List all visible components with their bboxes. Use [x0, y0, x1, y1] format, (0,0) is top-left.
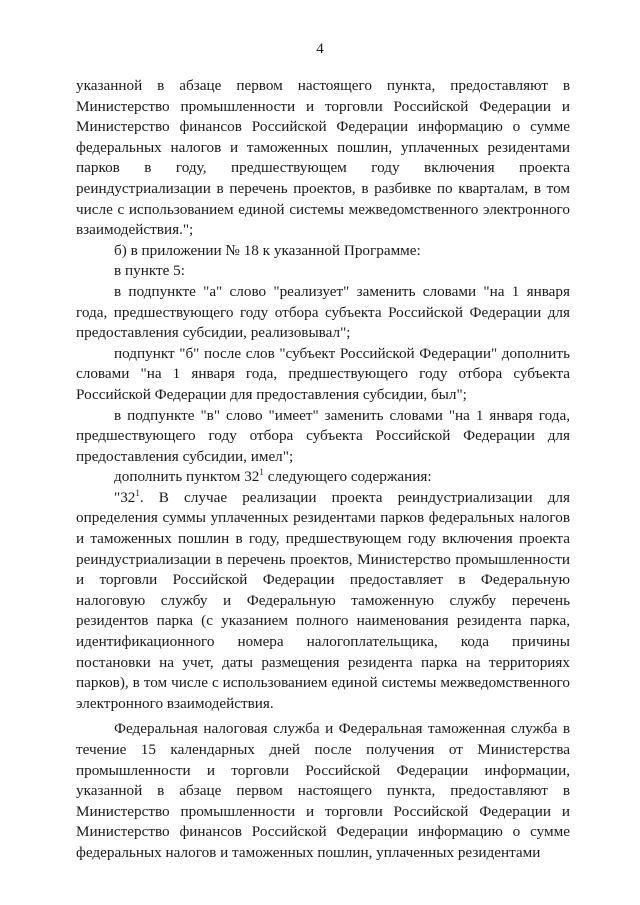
superscript-marker: 1 [135, 487, 140, 498]
paragraph-subpoint-v: в подпункте "в" слово "имеет" заменить словами "на 1 января года, предшествующего году отбора субъекта Российской Федерации для предоставления субсидии, имел"; [76, 406, 570, 465]
paragraph-add-point-text: дополнить пунктом 32 [114, 468, 260, 486]
paragraph-point-5: в пункте 5: [114, 262, 185, 280]
paragraph-subpoint-a: в подпункте "а" слово "реализует" заменить словами "на 1 января года, предшествующего году отбора субъекта Российской Федерации для предоставления субсидии, реализовывал"; [76, 282, 570, 342]
paragraph-appendix-18: б) в приложении № 18 к указанной Программе: [114, 241, 421, 259]
paragraph-add-point-tail: следующего содержания: [263, 468, 432, 486]
paragraph-subpoint-b: подпункт "б" после слов "субъект Российской Федерации" дополнить словами "на 1 января года, предшествующего году отбора субъекта Российской Федерации для предоставления субсидии, был"; [76, 344, 570, 403]
page-number: 4 [316, 41, 324, 57]
document-body [76, 76, 570, 864]
paragraph-add-point [76, 467, 570, 488]
superscript-marker: 1 [259, 467, 264, 478]
paragraph-point-32-1 [76, 488, 570, 715]
point-number: "32 [114, 488, 136, 506]
paragraph-continuation: указанной в абзаце первом настоящего пункта, предоставляют в Министерство промышленности и торговли Российской Федерации и Министерство финансов Российской Федерации информацию о сумме федеральных налогов и таможенных пошлин, уплаченных резидентами парков в году, предшествующем году включения проекта реиндустриализации в перечень проектов, в разбивке по кварталам, в том числе с использованием единой системы межведомственного электронного взаимодействия."; [76, 77, 570, 239]
paragraph-tax-service: Федеральная налоговая служба и Федеральная таможенная служба в течение 15 календарных дней после получения от Министерства промышленности и торговли Российской Федерации информации, указанной в абзаце первом настоящего пункта, предоставляют в Министерство промышленности и торговли Российской Федерации и Министерство финансов Российской Федерации информацию о сумме федеральных налогов и таможенных пошлин, уплаченных резидентами [76, 720, 570, 861]
point-32-1-text: . В случае реализации проекта реиндустриализации для определения суммы уплаченных резидентами парков федеральных налогов и таможенных пошлин в году, предшествующем году включения проекта реиндустриализации в перечень проектов, Министерство промышленности и торговли Российской Федерации предоставляет в Федеральную налоговую службу и Федеральную таможенную службу перечень резидентов парка (с указанием полного наименования резидента парка, идентификационного номера налогоплательщика, кода причины постановки на учет, даты размещения резидента парка на территориях парков), в том числе с использованием единой системы межведомственного электронного взаимодействия. [76, 488, 570, 712]
